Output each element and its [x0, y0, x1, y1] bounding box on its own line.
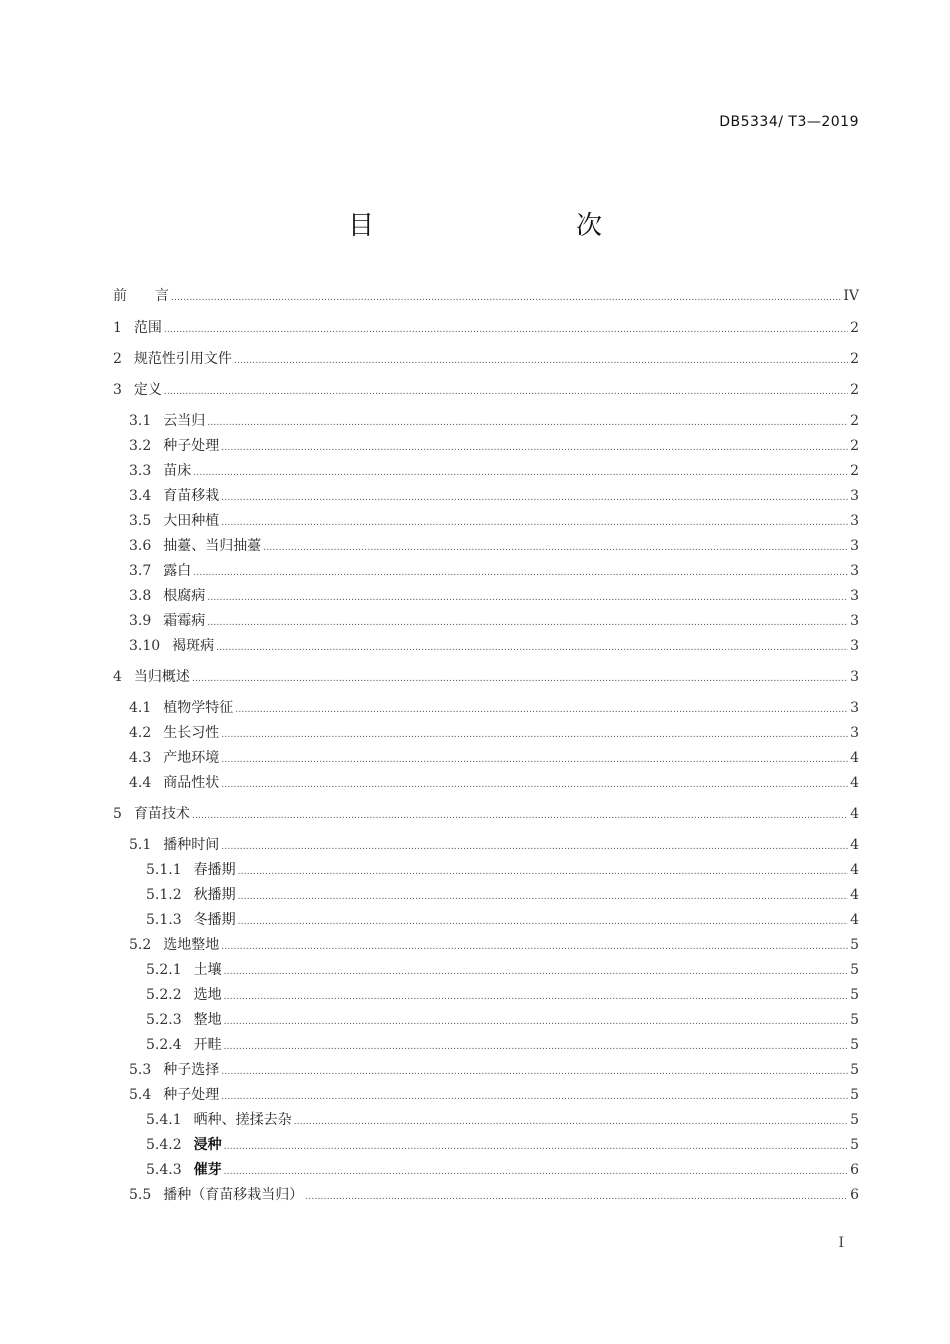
- toc-leader-dots: [164, 379, 848, 405]
- toc-leader-dots: [192, 666, 848, 692]
- toc-entry-number: 5.4.3: [146, 1162, 182, 1178]
- toc-entry-page: 5: [850, 962, 859, 978]
- toc-entry-title: 春播期: [193, 862, 236, 878]
- toc-entry-page: 3: [850, 669, 859, 685]
- toc-entry-page: 2: [850, 320, 859, 336]
- toc-entry-title: 育苗移栽: [163, 488, 220, 504]
- toc-entry[interactable]: [113, 608, 859, 634]
- toc-entry-page: 3: [850, 488, 859, 504]
- toc-entry[interactable]: [113, 483, 859, 509]
- toc-entry-title: 种子处理: [163, 438, 220, 454]
- toc-entry-title: 言: [127, 288, 169, 304]
- toc-entry-number: 3: [113, 382, 122, 398]
- toc-entry-page: 5: [850, 1087, 859, 1103]
- toc-entry[interactable]: [113, 664, 859, 690]
- toc-entry[interactable]: [113, 346, 859, 372]
- toc-entry-number: 3.1: [129, 413, 152, 429]
- toc-entry-page: 3: [850, 638, 859, 654]
- toc-entry-title: 种子处理: [163, 1087, 220, 1103]
- toc-entry[interactable]: [113, 1032, 859, 1058]
- toc-entry-title: 秋播期: [193, 887, 236, 903]
- toc-entry[interactable]: [113, 283, 859, 309]
- toc-entry-number: 3.4: [129, 488, 152, 504]
- toc-entry-number: 5.2.1: [146, 962, 182, 978]
- toc-entry[interactable]: [113, 1057, 859, 1083]
- toc-entry-page: 5: [850, 1012, 859, 1028]
- toc-entry[interactable]: [113, 1107, 859, 1133]
- toc-entry-page: 2: [850, 438, 859, 454]
- toc-entry-number: 5.5: [129, 1187, 152, 1203]
- toc-entry[interactable]: [113, 1082, 859, 1108]
- toc-entry-title: 植物学特征: [163, 700, 234, 716]
- toc-entry-page: 2: [850, 463, 859, 479]
- toc-entry[interactable]: [113, 558, 859, 584]
- toc-leader-dots: [216, 635, 848, 661]
- toc-title: 目 次: [347, 211, 652, 241]
- toc-entry[interactable]: [113, 1182, 859, 1208]
- toc-entry-number: 1: [113, 320, 122, 336]
- toc-entry[interactable]: [113, 932, 859, 958]
- toc-entry-page: 4: [850, 912, 859, 928]
- toc-entry-title: 褐斑病: [172, 638, 215, 654]
- toc-entry[interactable]: [113, 458, 859, 484]
- toc-entry-number: 5.2.2: [146, 987, 182, 1003]
- toc-entry-page: 3: [850, 538, 859, 554]
- toc-entry[interactable]: [113, 695, 859, 721]
- toc-leader-dots: [171, 285, 841, 311]
- toc-entry-number: 5.4.1: [146, 1112, 182, 1128]
- toc-entry-title: 催芽: [193, 1162, 222, 1178]
- toc-entry[interactable]: [113, 533, 859, 559]
- toc-entry[interactable]: [113, 1132, 859, 1158]
- toc-entry-number: 5.4: [129, 1087, 152, 1103]
- toc-entry-title: 土壤: [193, 962, 222, 978]
- toc-entry-title: 开畦: [193, 1037, 222, 1053]
- toc-entry[interactable]: [113, 857, 859, 883]
- page-number: I: [838, 1235, 844, 1251]
- toc-entry[interactable]: [113, 982, 859, 1008]
- toc-entry-title: 根腐病: [163, 588, 206, 604]
- toc-entry[interactable]: [113, 882, 859, 908]
- toc-entry-number: 3.10: [129, 638, 161, 654]
- toc-entry-page: 3: [850, 725, 859, 741]
- toc-leader-dots: [164, 317, 848, 343]
- toc-entry-number: 3.5: [129, 513, 152, 529]
- toc-entry-page: 4: [850, 837, 859, 853]
- toc-entry-page: 3: [850, 563, 859, 579]
- toc-entry-number: 4.3: [129, 750, 152, 766]
- toc-entry[interactable]: [113, 745, 859, 771]
- toc-entry-title: 生长习性: [163, 725, 220, 741]
- toc-entry-title: 播种时间: [163, 837, 220, 853]
- toc-entry-title: 定义: [133, 382, 162, 398]
- toc-entry[interactable]: [113, 633, 859, 659]
- toc-entry-title: 冬播期: [193, 912, 236, 928]
- toc-entry-title: 云当归: [163, 413, 206, 429]
- toc-leader-dots: [221, 772, 848, 798]
- toc-entry-title: 产地环境: [163, 750, 220, 766]
- toc-entry-number: 5: [113, 806, 122, 822]
- toc-entry[interactable]: [113, 907, 859, 933]
- toc-entry-title: 抽薹、当归抽薹: [163, 538, 262, 554]
- toc-entry-page: 2: [850, 351, 859, 367]
- toc-entry-page: 4: [850, 806, 859, 822]
- toc-entry-page: 2: [850, 413, 859, 429]
- toc-entry[interactable]: [113, 508, 859, 534]
- toc-entry-page: 4: [850, 862, 859, 878]
- toc-entry-number: 4.2: [129, 725, 152, 741]
- toc-entry[interactable]: [113, 720, 859, 746]
- toc-entry-page: 5: [850, 937, 859, 953]
- toc-leader-dots: [192, 803, 848, 829]
- toc-leader-dots: [234, 348, 848, 374]
- toc-entry-page: 3: [850, 700, 859, 716]
- toc-entry-title: 规范性引用文件: [133, 351, 232, 367]
- document-code: DB5334/ T3—2019: [719, 114, 859, 130]
- toc-entry-title: 育苗技术: [133, 806, 190, 822]
- toc-entry-number: 3.6: [129, 538, 152, 554]
- toc-entry-number: 4.4: [129, 775, 152, 791]
- toc-entry-title: 当归概述: [133, 669, 190, 685]
- toc-entry-page: 5: [850, 1112, 859, 1128]
- toc-entry-page: 5: [850, 1062, 859, 1078]
- toc-entry-number: 5.3: [129, 1062, 152, 1078]
- toc-entry[interactable]: [113, 1007, 859, 1033]
- toc-entry-title: 商品性状: [163, 775, 220, 791]
- toc-entry-number: 3.2: [129, 438, 152, 454]
- toc-entry-page: 4: [850, 750, 859, 766]
- toc-entry-title: 苗床: [163, 463, 192, 479]
- toc-entry-page: 5: [850, 1037, 859, 1053]
- toc-entry[interactable]: [113, 433, 859, 459]
- toc-entry-number: 5.1: [129, 837, 152, 853]
- toc-entry-number: 4.1: [129, 700, 152, 716]
- toc-entry-number: 3.7: [129, 563, 152, 579]
- toc-entry-number: 2: [113, 351, 122, 367]
- toc-entry-page: 4: [850, 887, 859, 903]
- toc-entry-title: 范围: [133, 320, 162, 336]
- toc-entry-number: 3.3: [129, 463, 152, 479]
- toc-entry-page: IV: [843, 288, 859, 304]
- toc-leader-dots: [305, 1184, 848, 1210]
- toc-entry-number: 3.8: [129, 588, 152, 604]
- toc-entry[interactable]: [113, 315, 859, 341]
- toc-entry-page: 6: [850, 1187, 859, 1203]
- toc-entry-number: 5.2: [129, 937, 152, 953]
- toc-entry-number: 3.9: [129, 613, 152, 629]
- toc-entry-number: 5.2.3: [146, 1012, 182, 1028]
- toc-entry[interactable]: [113, 770, 859, 796]
- toc-entry-title: 晒种、搓揉去杂: [193, 1112, 292, 1128]
- toc-entry[interactable]: [113, 1157, 859, 1183]
- toc-entry-title: 选地整地: [163, 937, 220, 953]
- toc-entry-page: 2: [850, 382, 859, 398]
- toc-entry-title: 播种（育苗移栽当归）: [163, 1187, 304, 1203]
- toc-entry[interactable]: [113, 583, 859, 609]
- toc-entry-number: 5.4.2: [146, 1137, 182, 1153]
- toc-entry-title: 霜霉病: [163, 613, 206, 629]
- toc-entry-page: 5: [850, 987, 859, 1003]
- toc-entry[interactable]: [113, 377, 859, 403]
- toc-entry-title: 选地: [193, 987, 222, 1003]
- toc-entry-title: 大田种植: [163, 513, 220, 529]
- toc-entry-page: 4: [850, 775, 859, 791]
- toc-entry-title: 种子选择: [163, 1062, 220, 1078]
- toc-entry[interactable]: [113, 832, 859, 858]
- toc-entry-page: 3: [850, 588, 859, 604]
- toc-entry[interactable]: [113, 408, 859, 434]
- toc-entry[interactable]: [113, 957, 859, 983]
- toc-entry-number: 5.1.2: [146, 887, 182, 903]
- toc-entry-number: 5.2.4: [146, 1037, 182, 1053]
- toc-entry[interactable]: [113, 801, 859, 827]
- toc-entry-number: 4: [113, 669, 122, 685]
- toc-entry-page: 3: [850, 513, 859, 529]
- toc-entry-page: 6: [850, 1162, 859, 1178]
- toc-entry-title: 浸种: [193, 1137, 222, 1153]
- toc-entry-number: 5.1.1: [146, 862, 182, 878]
- toc-entry-page: 3: [850, 613, 859, 629]
- toc-entry-number: 5.1.3: [146, 912, 182, 928]
- toc-entry-page: 5: [850, 1137, 859, 1153]
- toc-entry-title: 整地: [193, 1012, 222, 1028]
- toc-entry-title: 露白: [163, 563, 192, 579]
- toc-entry-number: 前: [113, 288, 127, 304]
